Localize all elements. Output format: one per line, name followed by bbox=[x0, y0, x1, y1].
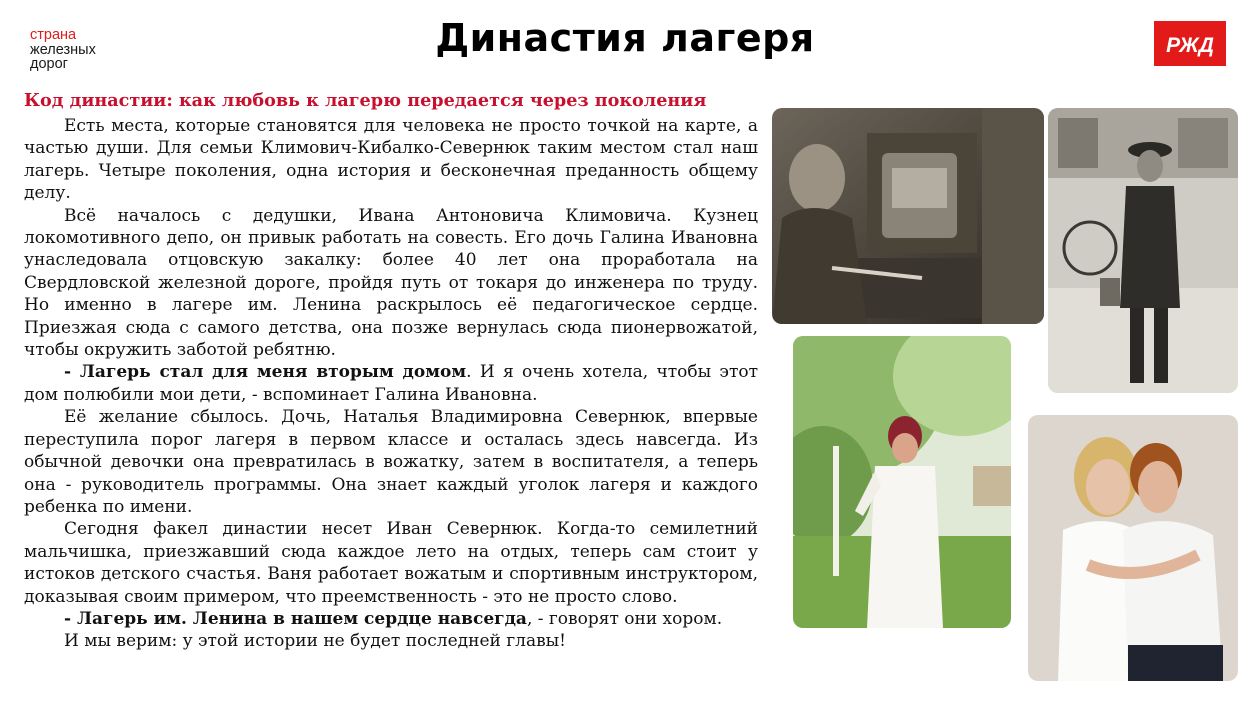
rzd-logo-icon bbox=[1160, 29, 1220, 59]
paragraph-7: И мы верим: у этой истории не будет последней главы! bbox=[64, 631, 567, 652]
paragraph-3 bbox=[24, 361, 758, 406]
logo-line-3: дорог bbox=[30, 56, 68, 72]
paragraph-4: Её желание сбылось. Дочь, Наталья Владимировна Севернюк, впервые переступила порог лагеря в первом классе и осталась здесь навсегда. Из обычной девочки она превратилась в вожатку, затем в воспитателя, а теперь она - руководитель программы. Она знает каждый уголок лагеря и каждого ребенка по имени. bbox=[24, 407, 758, 517]
logo-line-1: страна bbox=[30, 27, 77, 43]
article-subtitle: Код династии: как любовь к лагерю передается через поколения bbox=[24, 90, 707, 111]
photo-mother-and-son bbox=[1028, 415, 1238, 681]
paragraph-2: Всё началось с дедушки, Ивана Антоновича Климовича. Кузнец локомотивного депо, он привык работать на совесть. Его дочь Галина Ивановна унаследовала отцовскую закалку: более 40 лет она проработала на Свердловской железной дороге, пройдя путь от токаря до инженера по труду. Но именно в лагере им. Ленина раскрылось её педагогическое сердце. Приезжая сюда с самого детства, она позже вернулась сюда пионервожатой, чтобы окружить заботой ребятню. bbox=[24, 205, 758, 361]
photo-man-with-bicycle bbox=[1048, 108, 1238, 393]
rzd-logo-text: РЖД bbox=[1166, 33, 1214, 57]
page-title: Династия лагеря bbox=[435, 16, 815, 60]
paragraph-5: Сегодня факел династии несет Иван Севернюк. Когда-то семилетний мальчишка, приезжавший сюда каждое лето на отдых, теперь сам стоит у истоков детского счастья. Ваня работает вожатым и спортивным инструктором, доказывая своим примером, что преемственность - это не просто слово. bbox=[24, 519, 758, 607]
photo-blacksmith-forge bbox=[772, 108, 1044, 324]
quote-family: - Лагерь им. Ленина в нашем сердце навсегда bbox=[64, 608, 527, 629]
paragraph-6-rest: , - говорят они хором. bbox=[526, 608, 723, 629]
paragraph-1: Есть места, которые становятся для человека не просто точкой на карте, а частью души. Для семьи Климович-Кибалко-Севернюк таким местом стал наш лагерь. Четыре поколения, одна история и бесконечная преданность общему делу. bbox=[24, 116, 758, 204]
rzd-logo bbox=[1154, 21, 1226, 66]
paragraph-6 bbox=[24, 608, 758, 630]
paragraph-3-rest: . И я очень хотела, чтобы этот дом полюбили мои дети, - вспоминает Галина Ивановна. bbox=[24, 362, 758, 405]
quote-galina: - Лагерь стал для меня вторым домом bbox=[64, 362, 467, 383]
article-body bbox=[24, 115, 758, 653]
logo-line-2: железных bbox=[30, 41, 96, 58]
photo-woman-by-birch bbox=[793, 336, 1011, 628]
